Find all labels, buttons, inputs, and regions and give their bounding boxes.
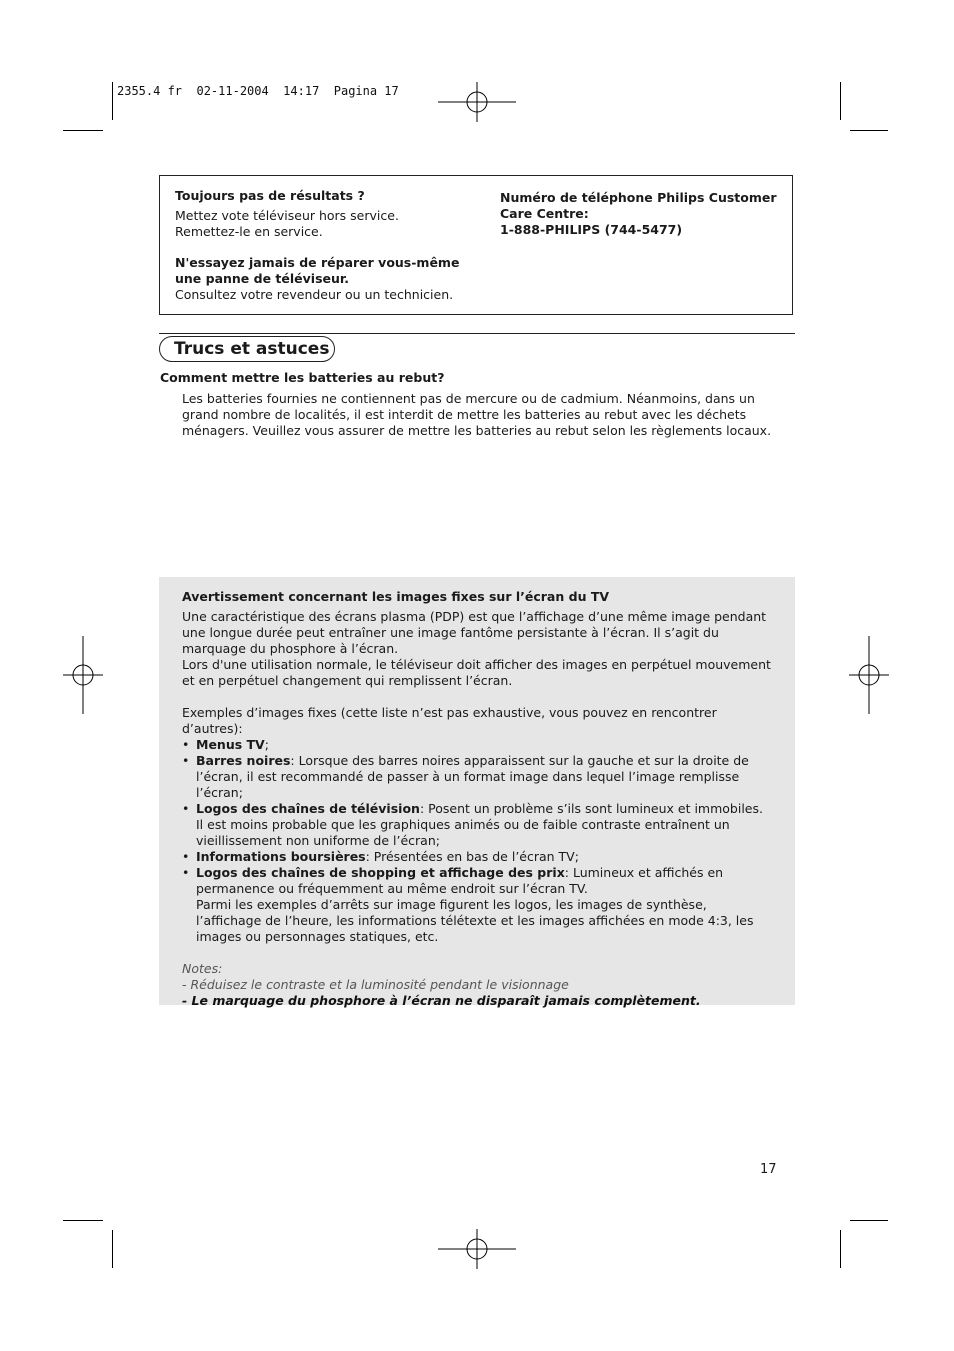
crop-mark (112, 82, 113, 120)
list-item-term: Menus TV (196, 737, 265, 752)
crop-mark (840, 1230, 841, 1268)
page-number: 17 (760, 1162, 777, 1177)
warning-content (182, 589, 774, 1009)
registration-mark-icon (849, 636, 889, 714)
section-title: Trucs et astuces (159, 336, 335, 362)
note-item: - Le marquage du phosphore à l’écran ne disparaît jamais complètement. (182, 993, 701, 1008)
list-item (182, 801, 774, 849)
list-item (182, 849, 774, 865)
list-item (182, 753, 774, 801)
crop-mark (840, 82, 841, 120)
crop-mark (112, 1230, 113, 1268)
registration-mark-icon (438, 1229, 516, 1269)
repair-warning-text: Consultez votre revendeur ou un technicien. (175, 287, 454, 302)
list-item-term: Logos des chaînes de télévision (196, 801, 420, 816)
still-image-warning-box (159, 577, 795, 1008)
no-result-text: Mettez vote téléviseur hors service. Remettez-le en service. (175, 208, 399, 239)
troubleshooting-left-column (175, 188, 460, 303)
phone-number: 1-888-PHILIPS (744-5477) (500, 222, 683, 237)
list-item-text: : Lumineux et affichés en permanence ou fréquemment au même endroit sur l’écran TV. (196, 865, 724, 896)
list-item-text: : Lorsque des barres noires apparaissent sur la gauche et sur la droite de l’écran, il est recommandé de passer à un format image dans lequel l’image remplisse l’écran; (196, 753, 749, 800)
warning-title: Avertissement concernant les images fixes sur l’écran du TV (182, 589, 610, 604)
list-item-text: ; (264, 737, 269, 752)
battery-answer: Les batteries fournies ne contiennent pas de mercure ou de cadmium. Néanmoins, dans un grand nombre de localités, il est interdit de mettre les batteries au rebut avec les déchets ménagers. Veuillez vous assurer de mettre les batteries au rebut selon les règlements locaux. (182, 391, 772, 438)
no-result-title: Toujours pas de résultats ? (175, 188, 365, 203)
list-item (182, 865, 774, 897)
troubleshooting-right-column (500, 190, 780, 238)
registration-mark-icon (63, 636, 103, 714)
phone-label: Numéro de téléphone Philips Customer Care Centre: (500, 190, 777, 221)
crop-mark (63, 130, 103, 131)
examples-intro: Exemples d’images fixes (cette liste n’est pas exhaustive, vous pouvez en rencontrer d’autres): (182, 705, 717, 736)
crop-mark (63, 1220, 103, 1221)
examples-list (182, 737, 774, 897)
list-item-term: Barres noires (196, 753, 291, 768)
crop-mark (850, 130, 888, 131)
list-item-term: Logos des chaînes de shopping et affichage des prix (196, 865, 565, 880)
registration-mark-icon (438, 82, 516, 122)
list-item-text: : Présentées en bas de l’écran TV; (365, 849, 579, 864)
repair-warning-title: N'essayez jamais de réparer vous-même une panne de téléviseur. (175, 255, 460, 286)
examples-summary: Parmi les exemples d’arrêts sur image figurent les logos, les images de synthèse, l’affichage de l’heure, les informations télétexte et les images affichées en mode 4:3, les images ou personnages statiques, etc. (196, 897, 754, 944)
battery-question: Comment mettre les batteries au rebut? (160, 370, 445, 385)
notes-label: Notes: (182, 961, 223, 976)
list-item-term: Informations boursières (196, 849, 366, 864)
print-slug: 2355.4 fr 02-11-2004 14:17 Pagina 17 (117, 84, 399, 98)
list-item (182, 737, 774, 753)
section-rule (159, 333, 795, 334)
warning-paragraph: Lors d'une utilisation normale, le téléviseur doit afficher des images en perpétuel mouvement et en perpétuel changement qui remplissent l’écran. (182, 657, 771, 688)
list-item-text: : Posent un problème s’ils sont lumineux et immobiles. Il est moins probable que les graphiques animés ou de faible contraste entraînent un vieillissement non uniforme de l’écran; (196, 801, 763, 848)
warning-paragraph: Une caractéristique des écrans plasma (PDP) est que l’affichage d’une même image pendant une longue durée peut entraîner une image fantôme persistante à l’écran. Il s’agit du marquage du phosphore à l’écran. (182, 609, 767, 656)
troubleshooting-box (159, 175, 793, 315)
crop-mark (850, 1220, 888, 1221)
note-item: - Réduisez le contraste et la luminosité pendant le visionnage (182, 977, 569, 992)
